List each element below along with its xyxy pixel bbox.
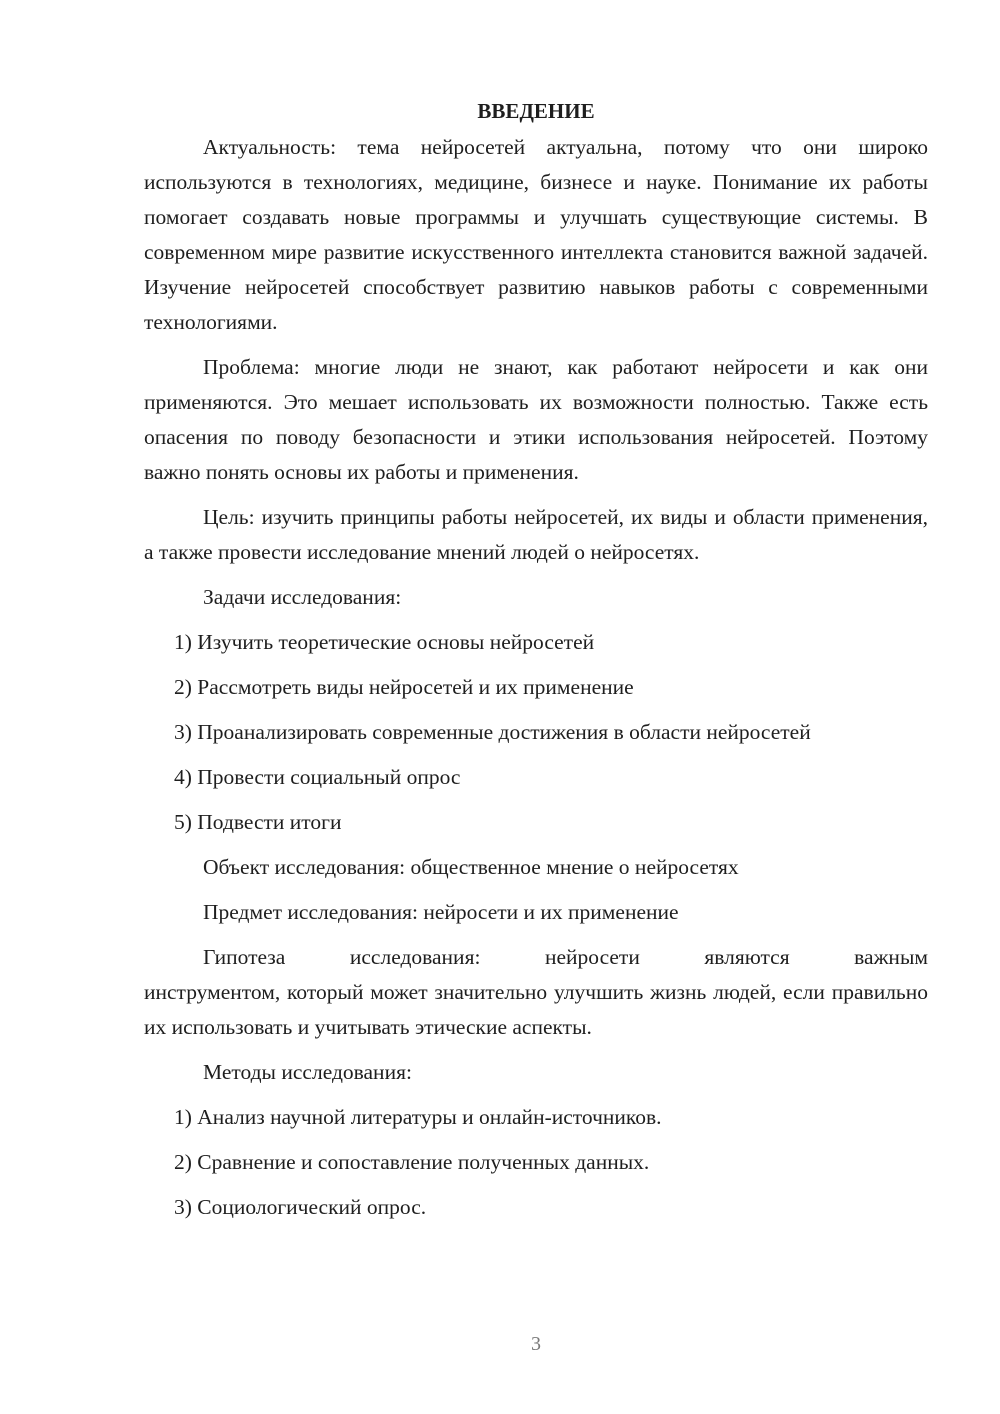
method-item: 3) Социологический опрос. xyxy=(174,1195,427,1219)
problem-paragraph: Проблема: многие люди не знают, как работают нейросети и как они применяются. Это мешает использовать их возможности полностью. Также есть опасения по поводу безопасности и этики использования нейросетей. Поэтому важно понять основы их работы и применения. xyxy=(144,355,928,484)
section-title: ВВЕДЕНИЕ xyxy=(477,99,595,123)
task-item: 1) Изучить теоретические основы нейросетей xyxy=(174,630,595,654)
methods-heading: Методы исследования: xyxy=(203,1060,412,1084)
task-item: 4) Провести социальный опрос xyxy=(174,765,461,789)
hypothesis-rest: инструментом, который может значительно улучшить жизнь людей, если правильно их использовать и учитывать этические аспекты. xyxy=(144,980,928,1039)
document-page xyxy=(144,96,928,1235)
tasks-heading: Задачи исследования: xyxy=(203,585,402,609)
hypothesis-first-line: Гипотеза исследования: нейросети являются важным xyxy=(203,945,928,969)
subject-paragraph: Предмет исследования: нейросети и их применение xyxy=(203,900,679,924)
object-paragraph: Объект исследования: общественное мнение о нейросетях xyxy=(203,855,739,879)
method-item: 1) Анализ научной литературы и онлайн-источников. xyxy=(174,1105,662,1129)
task-item: 2) Рассмотреть виды нейросетей и их применение xyxy=(174,675,634,699)
tasks-list xyxy=(144,625,928,840)
page-number: 3 xyxy=(531,1333,541,1355)
goal-paragraph: Цель: изучить принципы работы нейросетей, их виды и области применения, а также провести исследование мнений людей о нейросетях. xyxy=(144,505,928,564)
task-item: 3) Проанализировать современные достижения в области нейросетей xyxy=(174,720,811,744)
methods-list xyxy=(144,1100,928,1225)
relevance-paragraph: Актуальность: тема нейросетей актуальна, потому что они широко используются в технологиях, медицине, бизнесе и науке. Понимание их работы помогает создавать новые программы и улучшать существующие системы. В современном мире развитие искусственного интеллекта становится важной задачей. Изучение нейросетей способствует развитию навыков работы с современными технологиями. xyxy=(144,135,928,334)
method-item: 2) Сравнение и сопоставление полученных данных. xyxy=(174,1150,650,1174)
hypothesis-paragraph xyxy=(144,940,928,1045)
task-item: 5) Подвести итоги xyxy=(174,810,342,834)
